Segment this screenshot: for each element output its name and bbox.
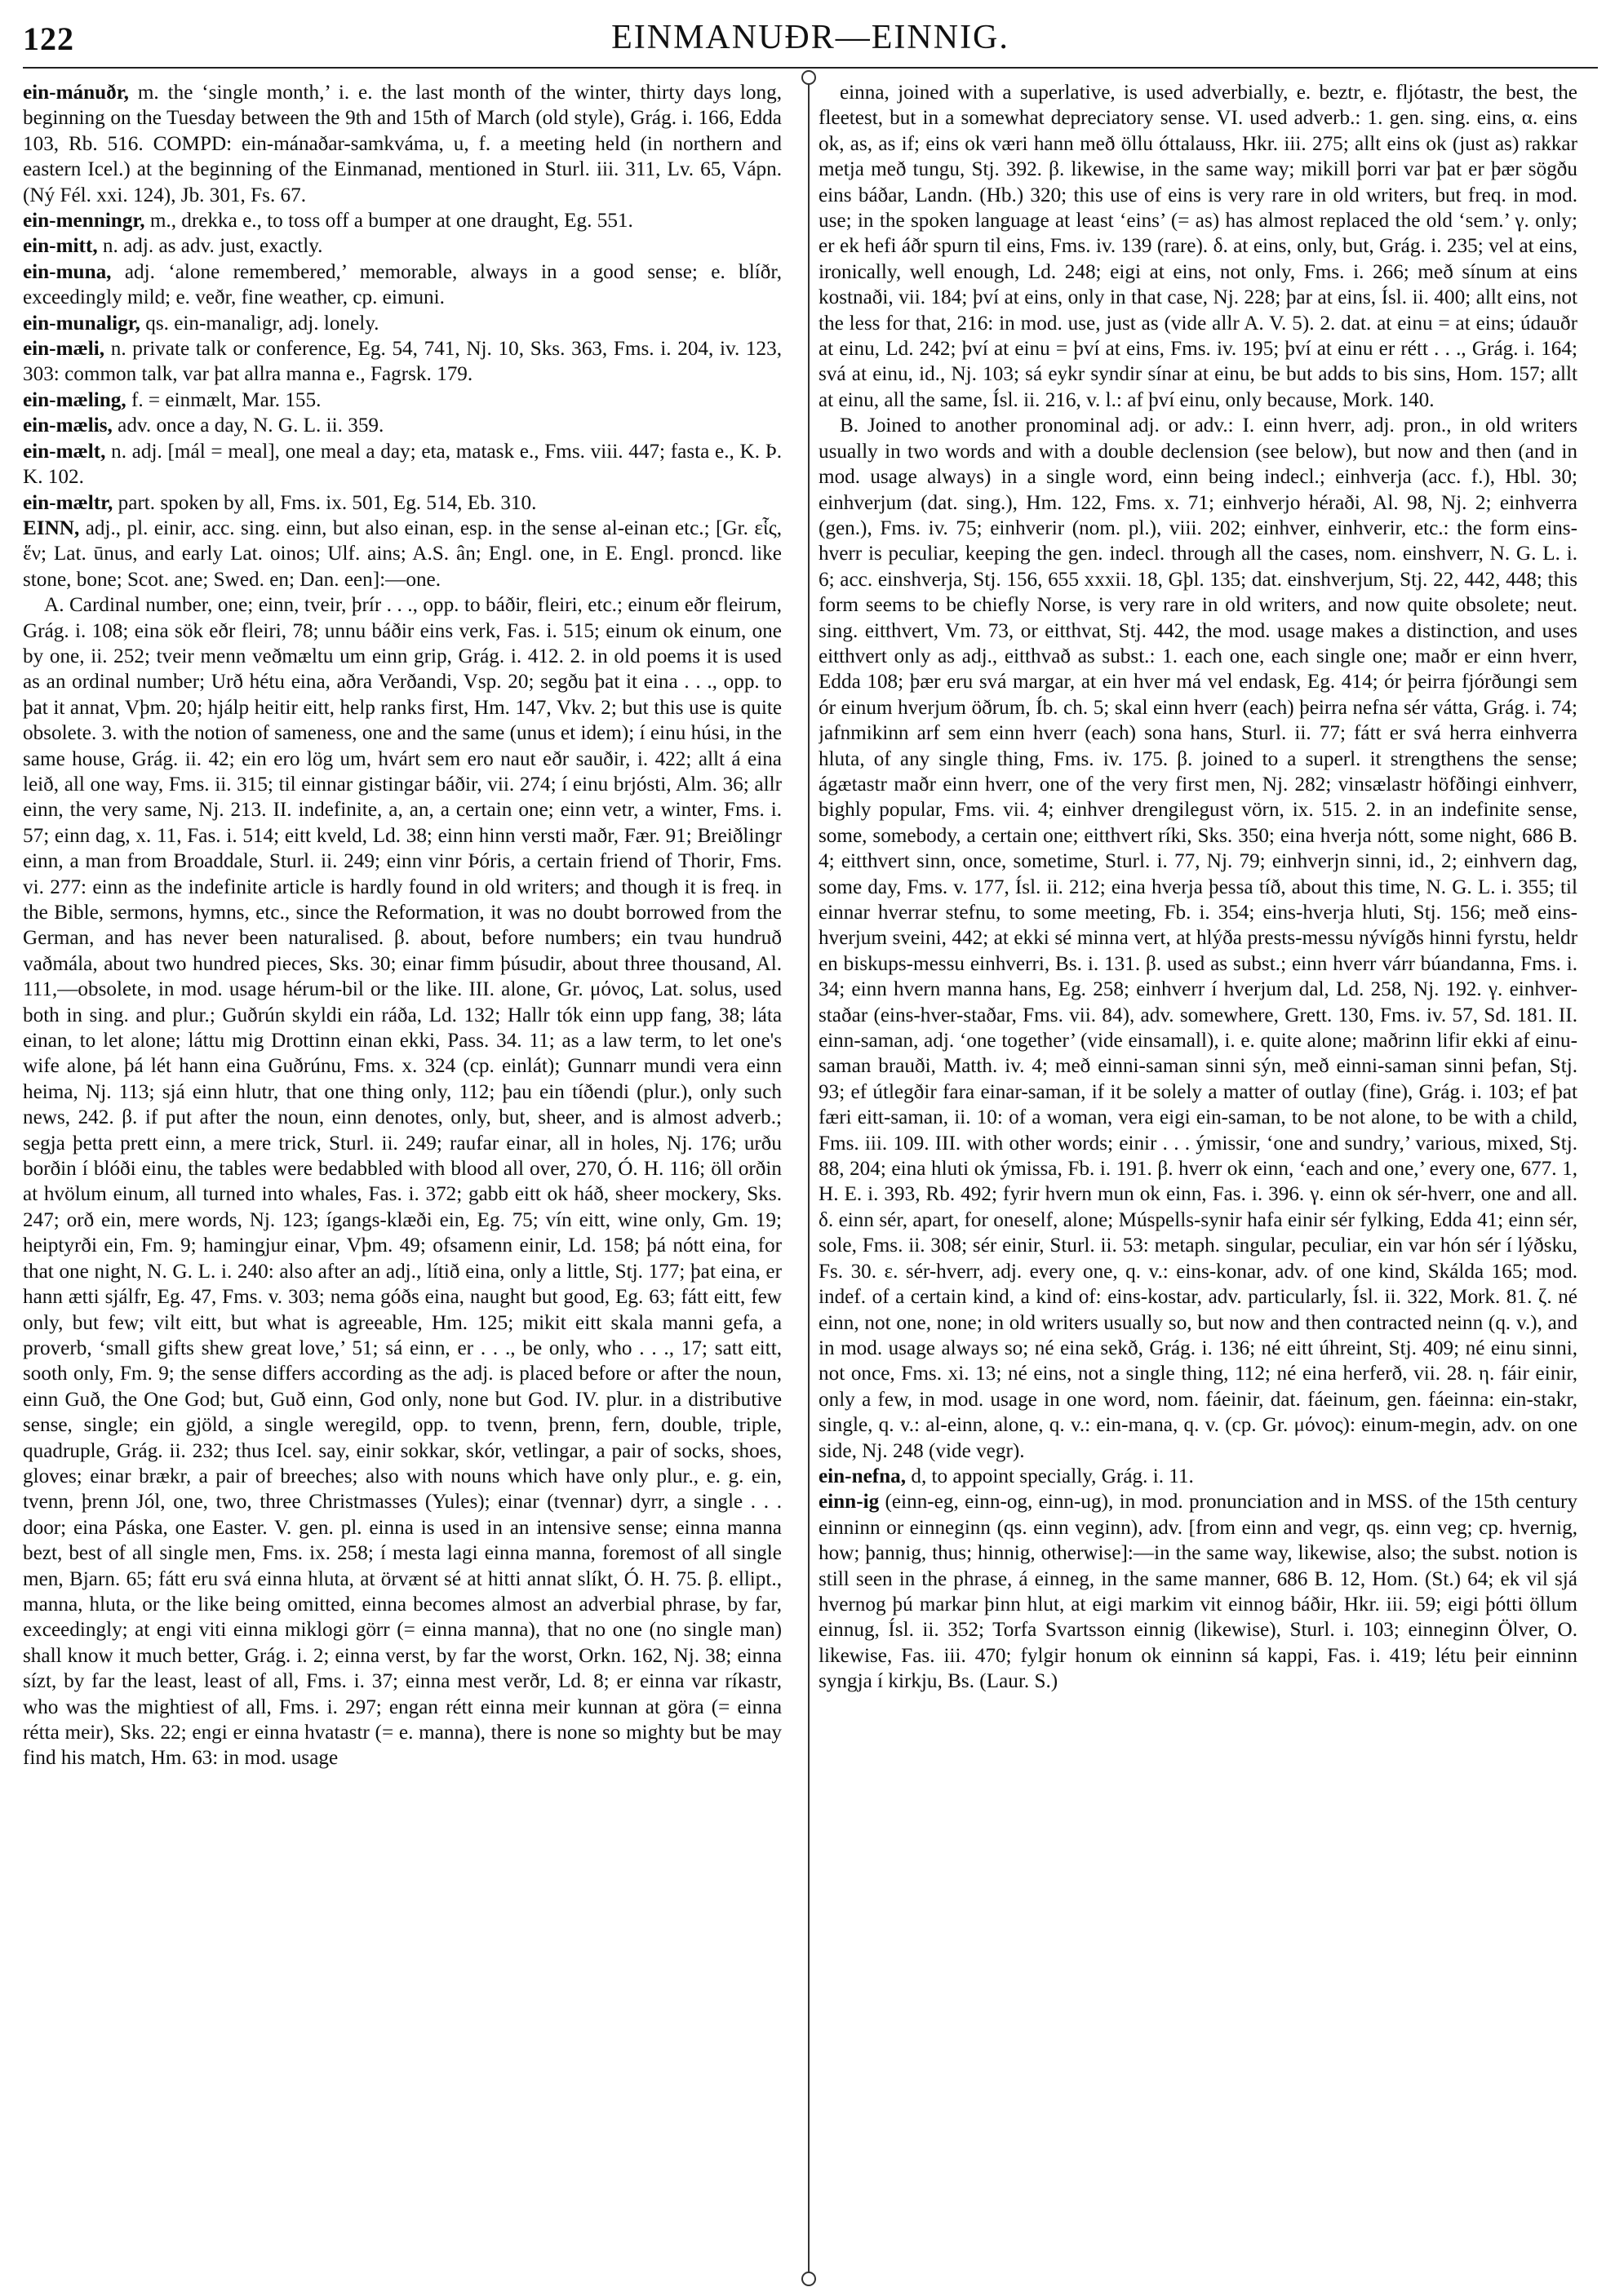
entry-headword: ein-nefna,	[819, 1465, 907, 1487]
dictionary-entry	[819, 1489, 1577, 1694]
divider-ornament-bottom	[801, 2272, 816, 2286]
entry-headword: einn-ig	[819, 1491, 880, 1514]
entry-headword: ein-mælis,	[23, 414, 113, 437]
dictionary-entry	[23, 208, 782, 233]
entry-headword: ein-mæling,	[23, 388, 126, 411]
dictionary-entry	[23, 311, 782, 336]
dictionary-entry	[819, 1464, 1577, 1489]
dictionary-entry	[23, 516, 782, 592]
entry-headword: ein-mæltr,	[23, 491, 113, 514]
running-head: EINMANUÐR—EINNIG.	[611, 19, 1009, 56]
divider-ornament-top	[801, 70, 816, 85]
entry-headword: ein-mánuðr,	[23, 82, 129, 104]
entry-text: adj., pl. einir, acc. sing. einn, but also einan, esp. in the sense al-einan etc.; [Gr. εἷς, ἕν; Lat. ūnus, and early Lat. oinos; Ulf. ains; A.S. ân; Engl. one, in E. Engl. proncd. like stone, bone; Scot. ane; Swed. en; Dan. een]:—one.	[23, 516, 782, 591]
column-divider	[808, 75, 810, 2278]
dictionary-entry	[23, 592, 782, 1771]
entry-headword: ein-mæli,	[23, 338, 105, 361]
left-column	[23, 80, 782, 2275]
entry-headword: ein-munaligr,	[23, 312, 140, 335]
dictionary-entry	[819, 413, 1577, 1464]
entry-headword: ein-muna,	[23, 260, 112, 283]
entry-text: qs. ein-manaligr, adj. lonely.	[145, 312, 379, 335]
entry-text: n. adj. [mál = meal], one meal a day; eta, matask e., Fms. viii. 447; fasta e., K. Þ. K. 102.	[23, 440, 782, 489]
entry-text: (einn-eg, einn-og, einn-ug), in mod. pronunciation and in MSS. of the 15th century einninn or einneginn (qs. einn veginn), adv. [from einn and vegr, qs. einn veg; cp. hvernig, how; þannig, thus; hinnig, otherwise]:—in the same way, likewise, also; the subst. notion is still seen in the phrase, á einneg, in the same manner, 686 B. 12, Hom. (St.) 64; ek vil sjá hvernog þú markar þinn hlut, at eigi markim vit einnog báðir, Hkr. iii. 59; eigi þótti öllum einnug, Ísl. ii. 352; Torfa Svartsson einnig (likewise), Sturl. i. 103; einneginn Ölver, O. likewise, Fas. iii. 470; fylgir honum ok einninn sá kappi, Fas. i. 419; létu þeir einninn syngja í kirkju, Bs. (Laur. S.)	[819, 1491, 1577, 1693]
dictionary-entry	[23, 336, 782, 388]
entry-text: A. Cardinal number, one; einn, tveir, þrír . . ., opp. to báðir, fleiri, etc.; einum eðr fleirum, Grág. i. 108; eina sök eðr fleiri, 78; unnu báðir eins verk, Fas. i. 515; einum ok einum, one by one, ii. 252; tveir menn veðmæltu um einn grip, Grág. i. 412. 2. in old poems it is used as an ordinal number; Urð hétu eina, aðra Verðandi, Vsp. 20; segðu þat it eina . . ., opp. to þat it annat, Vþm. 20; hjálp heitir eitt, help ranks first, Hm. 147, Vkv. 2; but this use is quite obsolete. 3. with the notion of sameness, one and the same (unus et idem); í einu húsi, in the same house, Grág. ii. 42; ein ero lög um, hvárt sem ero naut eðr sauðir, i. 422; allt á eina leið, all one way, Fms. ii. 315; til einnar gistingar báðir, vii. 274; í einu brjósti, Alm. 36; allr einn, the very same, Nj. 213. II. indefinite, a, an, a certain one; einn vetr, a winter, Fms. i. 57; einn dag, x. 11, Fas. i. 514; eitt kveld, Ld. 38; einn hinn versti maðr, Fær. 91; Breiðlingr einn, a man from Broaddale, Sturl. ii. 249; einn vinr Þóris, a certain friend of Thorir, Fms. vi. 277: einn as the indefinite article is hardly found in old writers; and though it is freq. in the Bible, sermons, hymns, etc., since the Reformation, it was no doubt borrowed from the German, and has never been naturalised. β. about, before numbers; ein tvau hundruð vaðmála, about two hundred pieces, Sks. 30; einar fimm þúsudir, about three thousand, Al. 111,—obsolete, in mod. usage hérum-bil or the like. III. alone, Gr. μόνος, Lat. solus, used both in sing. and plur.; Guðrún skyldi ein ráða, Ld. 132; Hallr tók einn upp fang, 38; láta einan, to let alone; láttu mig Drottinn einan ekki, Pass. 34. 11; as a law term, to let one's wife alone, þá lét hann eina Guðrúnu, Fms. x. 324 (cp. einlát); Gunnarr mundi vera einn heima, Nj. 113; sjá einn hlutr, that one thing only, 112; þau ein tíðendi (plur.), only such news, 242. β. if put after the noun, einn denotes, only, but, sheer, and is almost adverb.; segja þetta prett einn, a mere trick, Sturl. ii. 249; raufar einar, all in holes, Nj. 176; urðu borðin í blóði einu, the tables were bedabbled with blood all over, 270, Ó. H. 116; öll orðin at hvölum einum, all turned into whales, Fas. i. 372; gabb eitt ok háð, sheer mockery, Sks. 247; orð ein, mere words, Nj. 123; ígangs-klæði ein, Eg. 75; vín eitt, wine only, Gm. 19; heiptyrði ein, Fm. 9; hamingjur einar, Vþm. 49; ofsamenn einir, Ld. 158; þá nótt eina, for that one night, N. G. L. i. 240: also after an adj., lítið eina, only a little, Stj. 177; þat eina, er hann ætti sjálfr, Eg. 47, Fms. v. 303; nema góðs eina, naught but good, Eg. 63; fátt eitt, few only, but few; vilt eitt, but what is agreeable, Hm. 125; mikit eitt skala manni gefa, a proverb, ‘small gifts shew great love,’ 51; sá einn, er . . ., be only, who . . ., 17; satt eitt, sooth only, Fm. 9; the sense differs according as the adj. is placed before or after the noun, einn Guð, the One God; but, Guð einn, God only, none but God. IV. plur. in a distributive sense, single; ein gjöld, a single weregild, opp. to tvenn, þrenn, fern, double, triple, quadruple, Grág. ii. 232; thus Icel. say, einir sokkar, skór, vetlingar, a pair of socks, shoes, gloves; einar brækr, a pair of breeches; also with nouns which have only plur., e. g. ein, tvenn, þrenn Jól, one, two, three Christmasses (Yules); einar (tvennar) dyrr, a single . . . door; eina Páska, one Easter. V. gen. pl. einna is used in an intensive sense; einna manna bezt, best of all single men, Fms. ix. 258; í mesta lagi einna manna, foremost of all single men, Bjarn. 65; fátt eru svá einna hluta, at örvænt sé at hitti annat slíkt, Ó. H. 75. β. ellipt., manna, hluta, or the like being omitted, einna becomes almost an adverbial phrase, by far, exceedingly; at engi viti einna miklogi görr (= einna manna), that no one (no single man) shall know it much better, Grág. i. 2; einna verst, by far the worst, Orkn. 162, Nj. 38; einna sízt, by far the least, least of all, Fms. i. 37; einna mest verðr, Ld. 8; er einna var ríkastr, who was the mightiest of all, Fms. i. 297; engan rétt einna meir kunnan at göra (= einna rétta meir), Sks. 22; engi er einna hvatastr (= e. manna), there is none so mighty but be may find his match, Hm. 63: in mod. usage	[23, 594, 782, 1770]
right-column	[819, 80, 1577, 2275]
entry-text: adj. ‘alone remembered,’ memorable, always in a good sense; e. blíðr, exceedingly mild; e. veðr, fine weather, cp. eimuni.	[23, 260, 782, 309]
entry-text: B. Joined to another pronominal adj. or adv.: I. einn hverr, adj. pron., in old writers usually in two words and with a double declension (see below), but now and then (and in mod. usage always) in a single word, einn being indecl.; einhverja (acc. f.), Hbl. 30; einhverjum (dat. sing.), Hm. 122, Fms. x. 71; einhverjo héraði, Al. 98, Nj. 2; einhverra (gen.), Fms. iv. 75; einhverir (nom. pl.), viii. 202; einhver, einhverir, etc.: the form eins-hverr is peculiar, keeping the gen. indecl. through all the cases, nom. einshverr, N. G. L. i. 6; acc. einshverja, Stj. 156, 655 xxxii. 18, Gþl. 135; dat. einshverjum, Stj. 22, 442, 448; this form seems to be chiefly Norse, is very rare in old writers, and now quite obsolete; neut. sing. eitthvert, Vm. 73, or eitthvat, Stj. 442, the mod. usage makes a distinction, and uses eitthvert only as adj., eitthvað as subst.: 1. each one, each single one; maðr er einn hverr, Edda 108; þær eru svá margar, at ein hver má vel endask, Eg. 414; ór þeirra fjórðungi sem ór einum hverjum öðrum, Íb. ch. 5; skal einn hverr (each) þeirra nefna sér vátta, Grág. i. 74; jafnmikinn arf sem einn hverr (each) sona hans, Sturl. ii. 77; fátt er svá herra einhverra hluta, of any single thing, Fms. iv. 175. β. joined to a superl. it strengthens the sense; ágætastr maðr einn hverr, one of the very first men, Nj. 282; vinsælastr höfðingi einhverr, bighly popular, Fms. vii. 4; einhver drengilegust vörn, ix. 515. 2. in an indefinite sense, some, somebody, a certain one; eitthvert ríki, Sks. 350; eina hverja nótt, some night, 686 B. 4; eitthvert sinn, once, sometime, Sturl. i. 77, Nj. 79; einhverjn sinni, id., 2; einhvern dag, some day, Fms. v. 177, Ísl. ii. 212; eina hverja þessa tíð, about this time, N. G. L. i. 355; til einnar hverrar stefnu, to some meeting, Fb. i. 354; eins-hverja hluti, Stj. 156; með eins-hverjum sveini, 442; at ekki sé minna vert, at hlýða prests-messu nývígðs hinni fyrstu, heldr en biskups-messu einhverri, Bs. i. 131. β. used as subst.; einn hverr várr búandanna, Fms. i. 34; einn hvern manna hans, Eg. 258; einhverr í hverjum dal, Ld. 258, Nj. 192. γ. einhver-staðar (eins-hver-staðar, Fms. vii. 84), adv. somewhere, Grett. 130, Fms. iv. 57, Sd. 181. II. einn-saman, adj. ‘one together’ (vide einsamall), i. e. quite alone; maðrinn lifir ekki af einu-saman brauði, Matth. iv. 4; með einni-saman sinni sýn, með einni-saman sinni þefan, Stj. 93; ef útlegðir fara einar-saman, if it be solely a matter of outlay (fine), Grág. i. 103; ef þat færi eitt-saman, ii. 10: of a woman, vera eigi ein-saman, to be not alone, to be with a child, Fms. iii. 109. III. with other words; einir . . . ýmissir, ‘one and sundry,’ various, mixed, Stj. 88, 204; eina hluti ok ýmissa, Fb. i. 191. β. hverr ok einn, ‘each and one,’ every one, 677. 1, H. E. i. 393, Rb. 492; fyrir hvern mun ok einn, Fas. i. 396. γ. einn ok sér-hverr, one and all. δ. einn sér, apart, for oneself, alone; Múspells-synir hafa einir sér fylking, Edda 41; einn sér, sole, Fms. ii. 308; sér einir, Sturl. ii. 53: metaph. singular, peculiar, ein var hón sér í lýðsku, Fs. 30. ε. sér-hverr, adj. every one, q. v.: eins-konar, adv. of one kind, Skálda 165; mod. indef. of a certain kind, a kind of: eins-kostar, adv. particularly, Ísl. ii. 322, Mork. 81. ζ. né einn, not one, none; in old writers usually so, but now and then contracted neinn (q. v.), and in mod. usage always so; né eina sekð, Grág. i. 136; né eitt úhreint, Stj. 409; né einu sinni, not once, Fms. xi. 13; né eins, not a single thing, 112; né eina herferð, vii. 28. η. fáir einir, only a few, in mod. usage in one word, nom. fáeinir, dat. fáeinum, gen. fáeinna: ein-stakr, single, q. v.: al-einn, alone, q. v.: ein-mana, q. v. (cp. Gr. μόνος): einum-megin, adv. on one side, Nj. 248 (vide vegr).	[819, 414, 1577, 1462]
entry-headword: ein-mælt,	[23, 440, 106, 463]
header-rule	[23, 67, 1598, 69]
dictionary-entry	[23, 80, 782, 208]
entry-text: adv. once a day, N. G. L. ii. 359.	[118, 414, 384, 437]
dictionary-entry	[23, 439, 782, 490]
dictionary-entry	[23, 259, 782, 311]
entry-headword: ein-mitt,	[23, 235, 98, 258]
entry-text: f. = einmælt, Mar. 155.	[131, 388, 322, 411]
dictionary-entry	[23, 233, 782, 259]
entry-text: m., drekka e., to toss off a bumper at one draught, Eg. 551.	[149, 210, 633, 233]
page-number: 122	[23, 20, 74, 57]
dictionary-entry	[23, 490, 782, 516]
entry-text: m. the ‘single month,’ i. e. the last month of the winter, thirty days long, beginning on the Tuesday between the 9th and 15th of March (old style), Grág. i. 166, Edda 103, Rb. 516. COMPD: ein-mánaðar-samkváma, u, f. a meeting held (in northern and eastern Icel.) at the beginning of the Einmanad, mentioned in Sturl. iii. 311, Lv. 65, Vápn. (Ný Fél. xxi. 124), Jb. 301, Fs. 67.	[23, 82, 782, 206]
entry-text: d, to appoint specially, Grág. i. 11.	[911, 1465, 1194, 1487]
entry-headword: EINN,	[23, 516, 80, 539]
entry-text: n. private talk or conference, Eg. 54, 741, Nj. 10, Sks. 363, Fms. i. 204, iv. 123, 303: common talk, var þat allra manna e., Fagrsk. 179.	[23, 338, 782, 386]
entry-text: part. spoken by all, Fms. ix. 501, Eg. 514, Eb. 310.	[118, 491, 537, 514]
dictionary-entry	[23, 388, 782, 413]
entry-headword: ein-menningr,	[23, 210, 145, 233]
dictionary-entry	[819, 80, 1577, 413]
page-header	[23, 15, 1598, 60]
entry-text: n. adj. as adv. just, exactly.	[102, 235, 323, 258]
entry-text: einna, joined with a superlative, is used adverbially, e. beztr, e. fljótastr, the best, the fleetest, but in a somewhat depreciatory sense. VI. used adverb.: 1. gen. sing. eins, α. eins ok, as, as if; eins ok væri hann með öllu óttalauss, Hkr. iii. 275; allt eins ok (just as) rakkar metja með tungu, Stj. 392. β. likewise, in the same way; mikill þorri var þat er þær sögðu eins báðar, Landn. (Hb.) 320; this use of eins is very rare in old writers, but freq. in mod. use; in the spoken language at least ‘eins’ (= as) has almost replaced the old ‘sem.’ γ. only; er ek hefi áðr spurn til eins, Fms. iv. 139 (rare). δ. at eins, only, but, Grág. i. 235; vel at eins, ironically, well enough, Ld. 248; eigi at eins, not only, Fms. i. 266; með sínum at eins kostnaði, vii. 184; því at eins, only in that case, Nj. 228; þar at eins, Ísl. ii. 400; allt eins, not the less for that, 216: in mod. use, just as (vide allr A. V. 5). 2. dat. at einu = at eins; údauðr at einu, Ld. 242; því at einu = því at eins, Fms. iv. 195; því at einu er rétt . . ., Grág. i. 164; svá at einu, id., Nj. 103; sá eykr syndir sínar at einu, be but adds to bis sins, Hom. 157; allt at einu, all the same, Ísl. ii. 216, v. l.: af því einu, only because, Mork. 140.	[819, 82, 1577, 411]
dictionary-entry	[23, 413, 782, 438]
